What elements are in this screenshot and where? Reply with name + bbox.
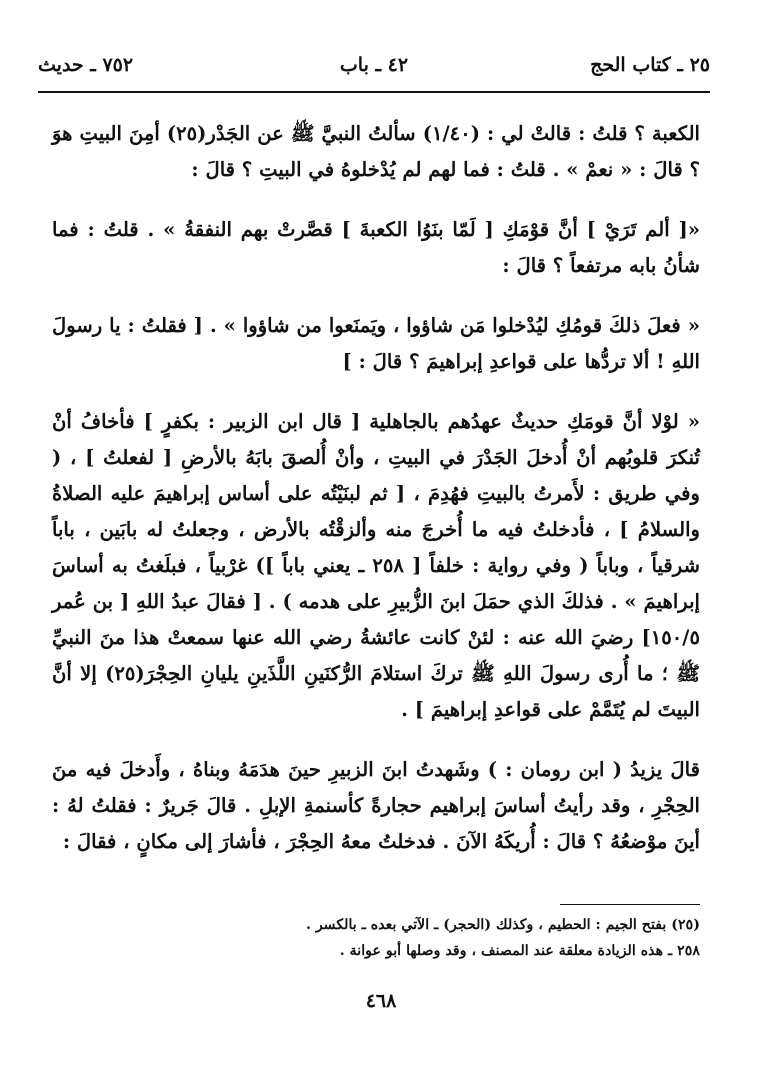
header-book-chapter: ٢٥ ـ كتاب الحج: [590, 54, 710, 76]
paragraph-1: الكعبة ؟ قلتُ : قالتْ لي : (١/٤٠) سألتُ النبيَّ ﷺ عن الجَدْر(٢٥) أمِنَ البيتِ هوَ ؟ قالَ : « نعمْ » . قلتُ : فما لهم لم يُدْخلوهُ في البيتِ ؟ قالَ :: [52, 122, 700, 181]
paragraph-5: قالَ يزيدُ ( ابن رومان : ) وشَهدتُ ابنَ الزبيرِ حينَ هدَمَهُ وبناهُ ، وأَدخلَ فيه منَ الحِجْرِ ، وقد رأيتُ أساسَ إبراهيم حجارةً كأسنمةِ الإبلِ . قالَ جَريرٌ : فقلتُ لهُ : أينَ موْضعُهُ ؟ قالَ : أُريكَهُ الآنَ . فدخلتُ معهُ الحِجْرَ ، فأشارَ إلى مكانٍ ، فقالَ :: [52, 758, 700, 853]
paragraph-gap: [52, 188, 700, 212]
paragraph-gap: [52, 728, 700, 752]
footnote-25: (٢٥) بفتح الجيم : الحطيم ، وكذلك (الحجر) ـ الآتي بعده ـ بالكسر .: [305, 917, 700, 933]
header-divider: [38, 91, 710, 93]
paragraph-gap: [52, 380, 700, 404]
footnotes: [80, 912, 700, 964]
paragraph-2: «[ ألم تَرَيْ ] أنَّ قوْمَكِ [ لَمّا بنَوُا الكعبةَ ] قصَّرتْ بهم النفقةُ » . قلتُ : فما شأنُ بابه مرتفعاً ؟ قالَ :: [52, 218, 700, 277]
header-section: ٤٢ ـ باب: [339, 54, 409, 76]
main-text: [52, 116, 700, 860]
running-header: [38, 48, 710, 88]
page-number: ٤٦٨: [365, 990, 397, 1012]
paragraph-gap: [52, 284, 700, 308]
paragraph-4: « لوْلا أنَّ قومَكِ حديثٌ عهدُهم بالجاهلية [ قال ابن الزبير : بكفرٍ ] فأخافُ أنْ تُنكرَ قلوبُهم أنْ أُدخلَ الجَدْرَ في البيتِ ، وأنْ أُلصقَ بابَهُ بالأرضِ [ لفعلتُ ] ، ( وفي طريق : لأَمرتُ بالبيتِ فهُدِمَ ، [ ثم لبنَيْتُه على أساس إبراهيمَ عليه الصلاةُ والسلامُ ] ، فأدخلتُ فيه ما أُخرجَ منه وألزقْتُه بالأرض ، وجعلتُ له بابَين ، باباً شرقياً ، وباباً ( وفي رواية : خلفاً [ ٢٥٨ ـ يعني باباً ]) غرْبياً ، فبلَغتُ به أساسَ إبراهيمَ » . فذلكَ الذي حمَلَ ابنَ الزُّبيرِ على هدمه ) . [ فقالَ عبدُ اللهِ [ بن عُمر ١٥٠/٥] رضيَ الله عنه : لئنْ كانت عائشةُ رضي الله عنها سمعتْ هذا منَ النبيِّ ﷺ ؛ ما أُرى رسولَ اللهِ ﷺ تركَ استلامَ الرُّكنَينِ اللَّذَينِ يليانِ الحِجْرَ(٢٥) إلا أنَّ البيتَ لم يُتَمَّمْ على قواعدِ إبراهيمَ ] .: [52, 410, 700, 721]
footnote-258: ٢٥٨ ـ هذه الزيادة معلقة عند المصنف ، وقد وصلها أبو عوانة .: [339, 943, 700, 959]
paragraph-3: « فعلَ ذلكَ قومُكِ ليُدْخلوا مَن شاؤوا ، ويَمنَعوا من شاؤوا » . [ فقلتُ : يا رسولَ اللهِ ! ألا تردُّها على قواعدِ إبراهيمَ ؟ قالَ : ]: [52, 314, 700, 373]
footnote-divider: [560, 904, 700, 905]
header-hadith-number: ٧٥٢ ـ حديث: [38, 54, 134, 76]
